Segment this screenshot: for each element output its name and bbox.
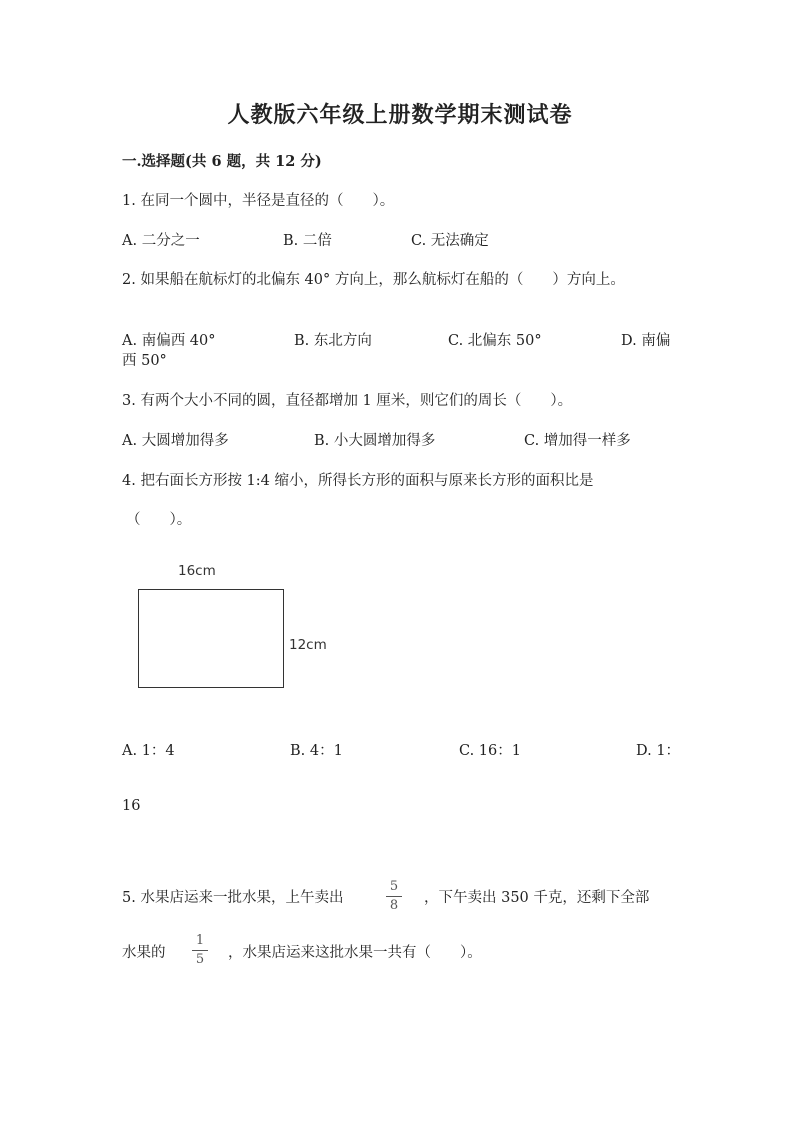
question-4-option-d: D. 1：: [636, 743, 681, 759]
question-2-option-c: C. 北偏东 50°: [448, 333, 542, 349]
question-2-option-a: A. 南偏西 40°: [122, 333, 216, 349]
rectangle-width-label: 16cm: [178, 563, 216, 579]
rectangle-figure: [138, 589, 284, 688]
question-5-text-part2: ，下午卖出 350 千克，还剩下全部: [424, 890, 650, 906]
question-1-option-c: C. 无法确定: [411, 233, 489, 249]
fraction-bar: [192, 950, 208, 951]
question-1-option-b: B. 二倍: [283, 233, 332, 249]
question-4-option-d-wrap: 16: [122, 798, 141, 814]
question-1-text: 1. 在同一个圆中，半径是直径的（ ）。: [122, 193, 395, 209]
question-1-option-a: A. 二分之一: [122, 233, 200, 249]
question-4-option-a: A. 1：4: [122, 743, 175, 759]
question-5-text-part4: ，水果店运来这批水果一共有（ ）。: [228, 945, 482, 961]
question-4-text-line2: （ ）。: [126, 512, 192, 528]
section-heading: 一.选择题(共 6 题，共 12 分): [122, 153, 322, 170]
fraction-numerator: 5: [389, 879, 399, 894]
question-2-text: 2. 如果船在航标灯的北偏东 40° 方向上，那么航标灯在船的（ ）方向上。: [122, 272, 625, 288]
fraction-numerator: 1: [195, 933, 205, 948]
question-2-option-d: D. 南偏: [621, 333, 671, 349]
question-2-option-d-wrap: 西 50°: [122, 353, 167, 369]
fraction-five-eighths: [384, 880, 404, 913]
question-5-text-part1: 5. 水果店运来一批水果，上午卖出: [122, 890, 344, 906]
question-4-option-b: B. 4：1: [290, 743, 343, 759]
page-title: 人教版六年级上册数学期末测试卷: [227, 102, 573, 128]
question-4-option-c: C. 16：1: [459, 743, 521, 759]
question-4-text: 4. 把右面长方形按 1:4 缩小，所得长方形的面积与原来长方形的面积比是: [122, 473, 594, 489]
question-3-text: 3. 有两个大小不同的圆，直径都增加 1 厘米，则它们的周长（ ）。: [122, 393, 573, 409]
fraction-one-fifth: [190, 934, 210, 967]
fraction-denominator: 5: [195, 952, 205, 967]
rectangle-height-label: 12cm: [289, 637, 327, 653]
question-2-option-b: B. 东北方向: [294, 333, 372, 349]
question-5-text-part3: 水果的: [122, 945, 166, 961]
fraction-bar: [386, 896, 402, 897]
question-3-option-a: A. 大圆增加得多: [122, 433, 229, 449]
fraction-denominator: 8: [389, 898, 399, 913]
question-3-option-c: C. 增加得一样多: [524, 433, 631, 449]
question-3-option-b: B. 小大圆增加得多: [314, 433, 436, 449]
